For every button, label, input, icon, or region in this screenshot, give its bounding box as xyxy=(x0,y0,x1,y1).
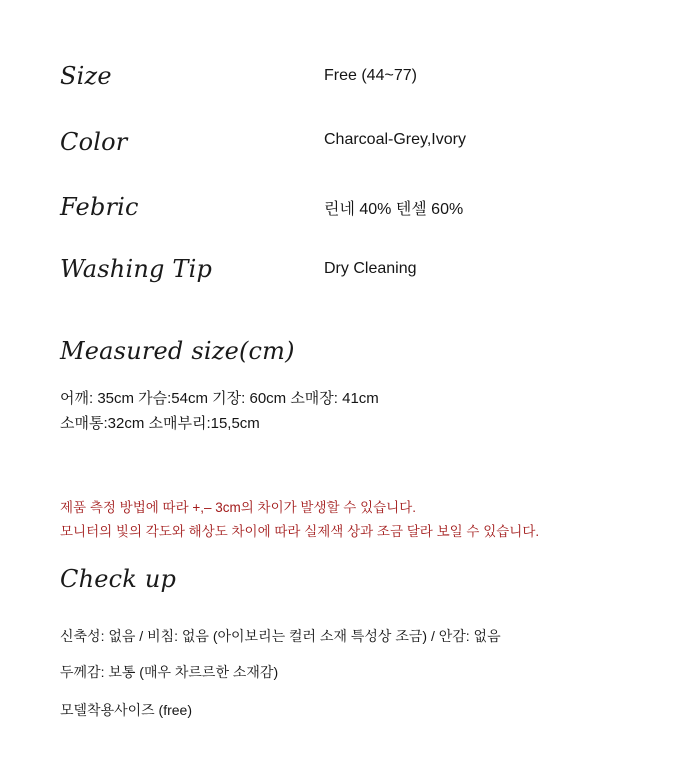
washing-tip-label: Washing Tip xyxy=(60,255,213,283)
check-up-line-2: 두께감: 보통 (매우 차르르한 소재감) xyxy=(60,664,279,680)
check-up-line-3: 모델착용사이즈 (free) xyxy=(60,702,193,718)
fabric-value: 린네 40% 텐셀 60% xyxy=(324,201,464,218)
check-up-line-1: 신축성: 없음 / 비침: 없음 (아이보리는 컬러 소재 특성상 조금) / 안감: 없음 xyxy=(60,628,501,644)
size-value: Free (44~77) xyxy=(324,67,417,84)
size-label: Size xyxy=(60,62,112,90)
notice-line-2: 모니터의 빛의 각도와 해상도 차이에 따라 실제색 상과 조금 달라 보일 수 있습니다. xyxy=(60,524,540,539)
measured-size-line-2: 소매통:32cm 소매부리:15,5cm xyxy=(60,415,260,432)
check-up-heading: Check up xyxy=(60,565,177,593)
color-label: Color xyxy=(60,128,128,156)
measured-size-heading: Measured size(cm) xyxy=(60,337,295,365)
measured-size-line-1: 어깨: 35cm 가슴:54cm 기장: 60cm 소매장: 41cm xyxy=(60,390,379,407)
notice-line-1: 제품 측정 방법에 따라 +,– 3cm의 차이가 발생할 수 있습니다. xyxy=(60,500,417,515)
washing-tip-value: Dry Cleaning xyxy=(324,260,417,277)
color-value: Charcoal-Grey,Ivory xyxy=(324,131,466,148)
fabric-label: Febric xyxy=(60,193,139,221)
